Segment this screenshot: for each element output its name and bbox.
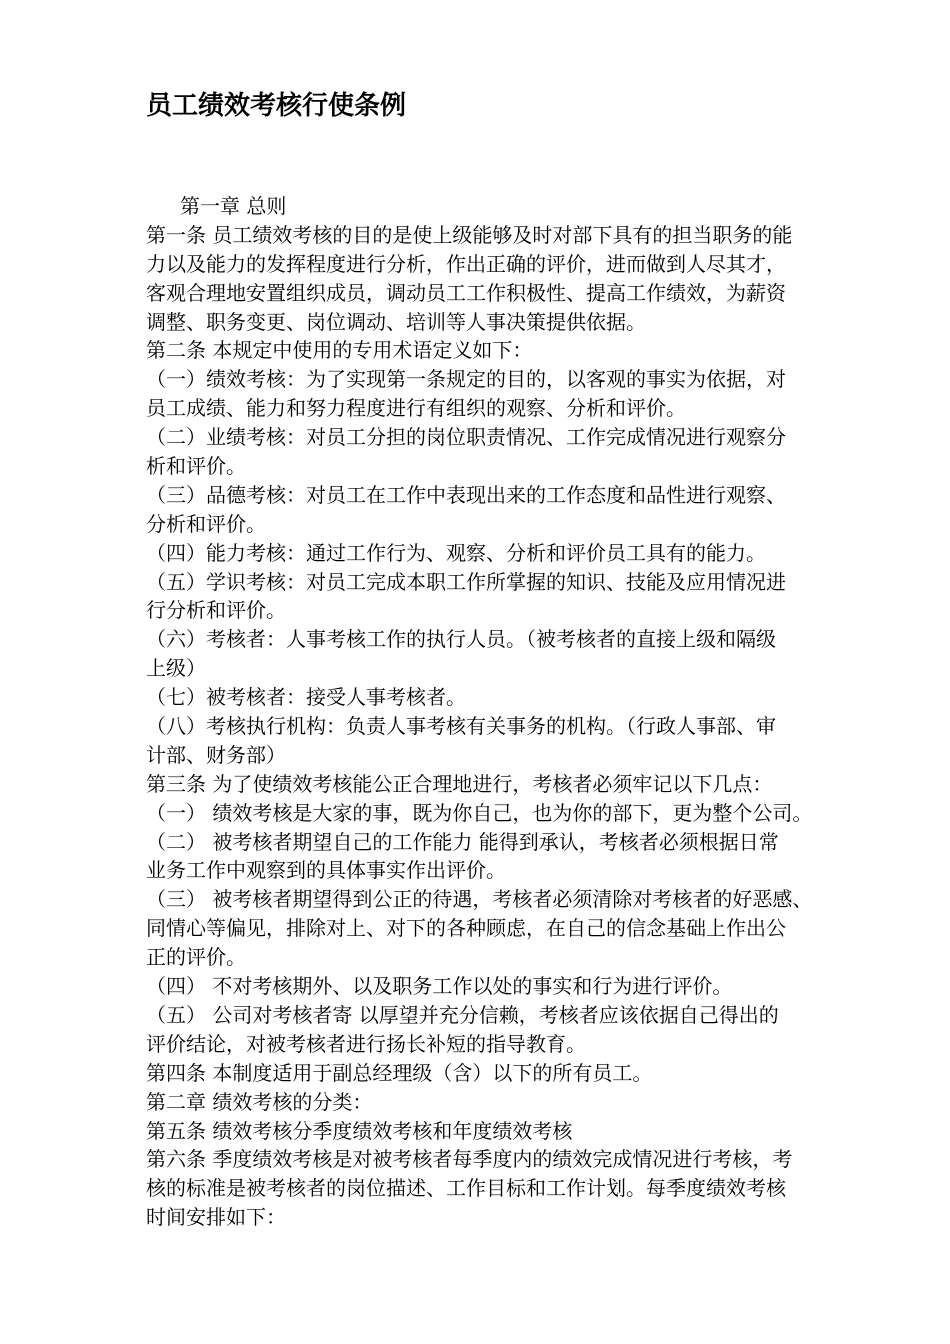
body-line: 时间安排如下： — [146, 1205, 286, 1230]
body-line: 行分析和评价。 — [146, 598, 286, 623]
body-line: 第三条 为了使绩效考核能公正合理地进行，考核者必须牢记以下几点： — [146, 771, 773, 796]
chapter-heading: 第一章 总则 — [180, 194, 287, 218]
document-body — [146, 192, 876, 1232]
body-line: （七）被考核者：接受人事考核者。 — [146, 685, 466, 710]
body-line: （一） 绩效考核是大家的事，既为你自己，也为你的部下，更为整个公司。 — [146, 800, 813, 825]
body-line: 调整、职务变更、岗位调动、培训等人事决策提供依据。 — [146, 309, 646, 334]
body-line: 分析和评价。 — [146, 511, 266, 536]
document-title: 员工绩效考核行使条例 — [146, 91, 407, 121]
body-line: 评价结论，对被考核者进行扬长补短的指导教育。 — [146, 1031, 586, 1056]
body-line: 计部、财务部） — [146, 742, 286, 767]
body-line: 第六条 季度绩效考核是对被考核者每季度内的绩效完成情况进行考核，考 — [146, 1147, 793, 1172]
body-line: （二）业绩考核：对员工分担的岗位职责情况、工作完成情况进行观察分 — [146, 425, 786, 450]
body-line: 客观合理地安置组织成员，调动员工工作积极性、提高工作绩效，为薪资 — [146, 280, 786, 305]
body-line: （五）学识考核：对员工完成本职工作所掌握的知识、技能及应用情况进 — [146, 569, 786, 594]
body-line: （二） 被考核者期望自己的工作能力 能得到承认，考核者必须根据日常 — [146, 829, 779, 854]
body-line: 析和评价。 — [146, 454, 246, 479]
body-line: 核的标准是被考核者的岗位描述、工作目标和工作计划。每季度绩效考核 — [146, 1176, 786, 1201]
body-line: 第四条 本制度适用于副总经理级（含）以下的所有员工。 — [146, 1060, 653, 1085]
body-line: 第二条 本规定中使用的专用术语定义如下： — [146, 338, 533, 363]
body-line: 第五条 绩效考核分季度绩效考核和年度绩效考核 — [146, 1118, 573, 1143]
body-line: （八）考核执行机构：负责人事考核有关事务的机构。（行政人事部、审 — [146, 714, 776, 739]
body-line: （四）能力考核：通过工作行为、观察、分析和评价员工具有的能力。 — [146, 540, 766, 565]
body-line: （四） 不对考核期外、以及职务工作以处的事实和行为进行评价。 — [146, 974, 733, 999]
body-line: （三）品德考核：对员工在工作中表现出来的工作态度和品性进行观察、 — [146, 482, 786, 507]
body-line: （三） 被考核者期望得到公正的待遇，考核者必须清除对考核者的好恶感、 — [146, 887, 813, 912]
body-line: 力以及能力的发挥程度进行分析，作出正确的评价，进而做到人尽其才， — [146, 251, 786, 276]
body-line: 员工成绩、能力和努力程度进行有组织的观察、分析和评价。 — [146, 396, 686, 421]
body-line: 正的评价。 — [146, 945, 246, 970]
body-line: 第二章 绩效考核的分类： — [146, 1089, 373, 1114]
body-line: （一）绩效考核：为了实现第一条规定的目的，以客观的事实为依据，对 — [146, 367, 786, 392]
body-line: （五） 公司对考核者寄 以厚望并充分信赖，考核者应该依据自己得出的 — [146, 1002, 779, 1027]
body-line: 上级） — [146, 656, 206, 681]
body-line: （六）考核者：人事考核工作的执行人员。（被考核者的直接上级和隔级 — [146, 627, 776, 652]
body-line: 第一条 员工绩效考核的目的是使上级能够及时对部下具有的担当职务的能 — [146, 222, 793, 247]
body-line: 业务工作中观察到的具体事实作出评价。 — [146, 858, 506, 883]
body-line: 同情心等偏见，排除对上、对下的各种顾虑，在自己的信念基础上作出公 — [146, 916, 786, 941]
